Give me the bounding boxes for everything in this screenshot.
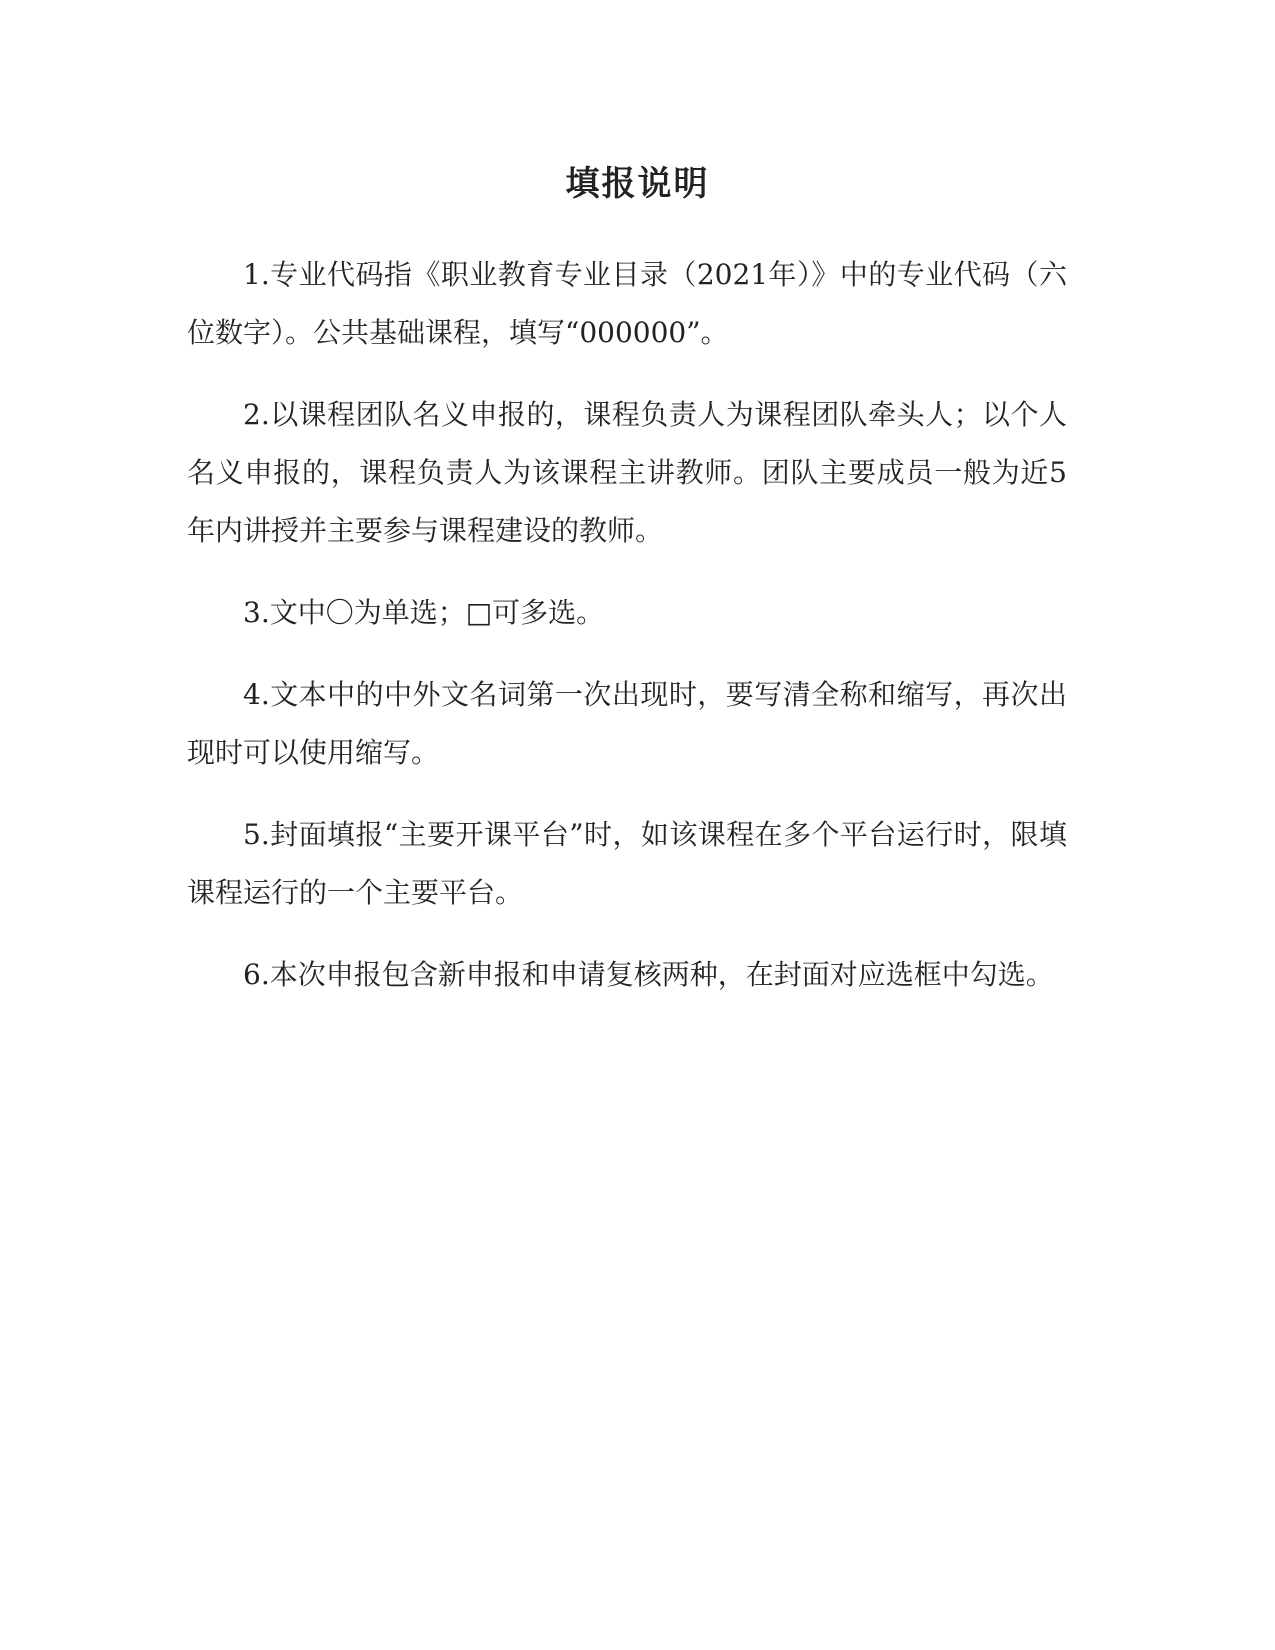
instruction-item-1: 1.专业代码指《职业教育专业目录（2021年）》中的专业代码（六位数字）。公共基础课程，填写“000000”。 [187,258,1067,349]
instruction-item-6: 6.本次申报包含新申报和申请复核两种，在封面对应选框中勾选。 [243,958,1054,991]
document-title: 填报说明 [565,164,710,204]
instruction-item-3: 3.文中〇为单选；□可多选。 [243,596,605,629]
instructions-list [187,246,1067,1028]
instruction-item-2: 2.以课程团队名义申报的，课程负责人为课程团队牵头人；以个人名义申报的，课程负责人为该课程主讲教师。团队主要成员一般为近5年内讲授并主要参与课程建设的教师。 [187,398,1067,547]
instruction-item-4: 4.文本中的中外文名词第一次出现时，要写清全称和缩写，再次出现时可以使用缩写。 [187,678,1067,769]
instruction-item-5: 5.封面填报“主要开课平台”时，如该课程在多个平台运行时，限填课程运行的一个主要平台。 [187,818,1067,909]
